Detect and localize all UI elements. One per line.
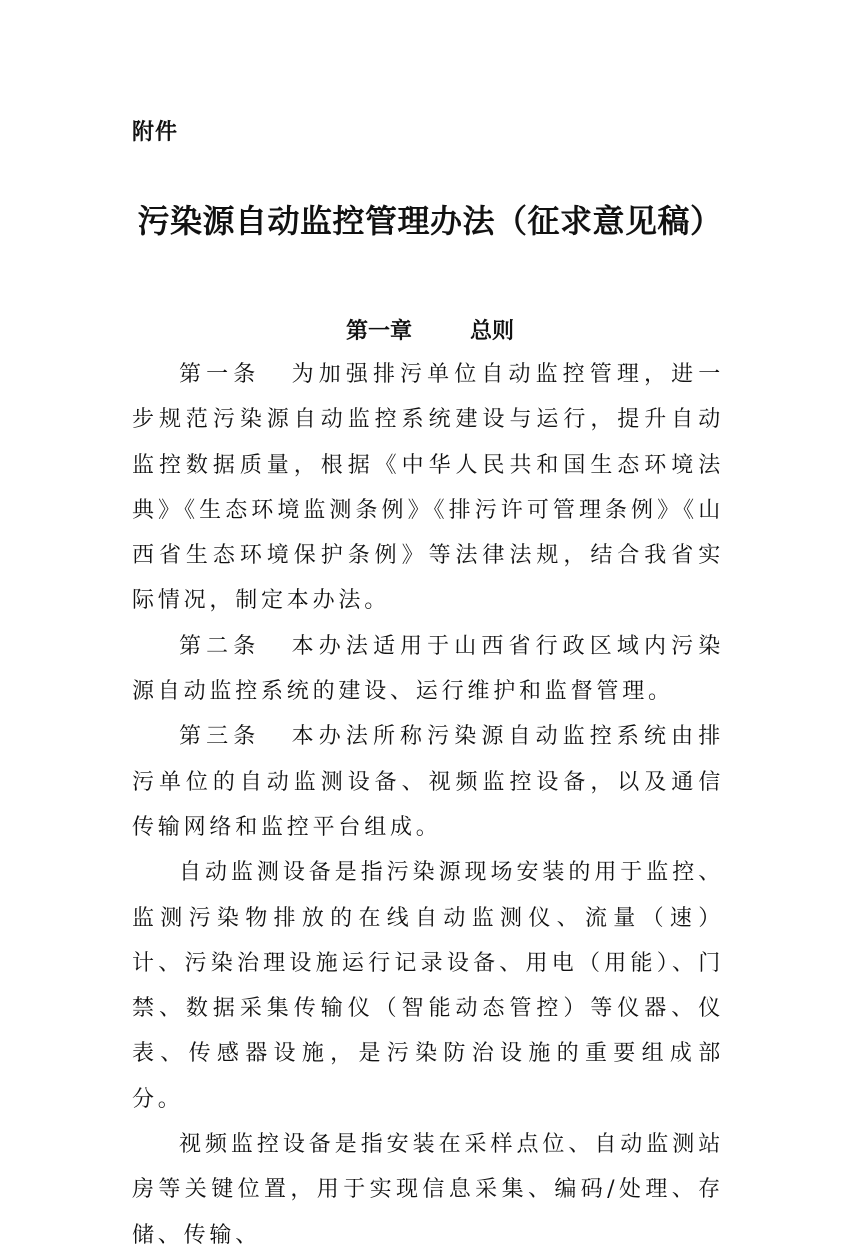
chapter-heading xyxy=(0,314,860,345)
article-number: 第二条 xyxy=(179,633,261,659)
article-paragraph xyxy=(132,352,724,624)
body-paragraph xyxy=(132,1122,724,1258)
document-body xyxy=(132,352,724,1258)
article-number: 第一条 xyxy=(179,362,261,387)
article-paragraph xyxy=(132,714,724,850)
body-paragraph xyxy=(132,850,724,1122)
article-number: 第三条 xyxy=(179,724,261,750)
attachment-label: 附件 xyxy=(132,120,179,145)
article-text: 本办法所称污染源自动监控系统由排污单位的自动监测设备、视频监控设备，以及通信传输网络和监控平台组成。 xyxy=(132,724,724,840)
article-text: 为加强排污单位自动监控管理，进一步规范污染源自动监控系统建设与运行，提升自动监控数据质量，根据《中华人民共和国生态环境法典》《生态环境监测条例》《排污许可管理条例》《山西省生态环境保护条例》等法律法规，结合我省实际情况，制定本办法。 xyxy=(132,362,724,614)
chapter-name: 总则 xyxy=(470,319,515,344)
article-paragraph xyxy=(132,624,724,715)
paragraph-text: 自动监测设备是指污染源现场安装的用于监控、监测污染物排放的在线自动监测仪、流量（速）计、污染治理设施运行记录设备、用电（用能）、门禁、数据采集传输仪（智能动态管控）等仪器、仪表、传感器设施，是污染防治设施的重要组成部分。 xyxy=(132,860,724,1112)
document-title: 污染源自动监控管理办法（征求意见稿） xyxy=(137,202,723,240)
chapter-number: 第一章 xyxy=(345,319,412,344)
article-text: 本办法适用于山西省行政区域内污染源自动监控系统的建设、运行维护和监督管理。 xyxy=(132,633,724,705)
paragraph-text: 视频监控设备是指安装在采样点位、自动监测站房等关键位置，用于实现信息采集、编码/处理、存储、传输、 xyxy=(132,1132,724,1248)
